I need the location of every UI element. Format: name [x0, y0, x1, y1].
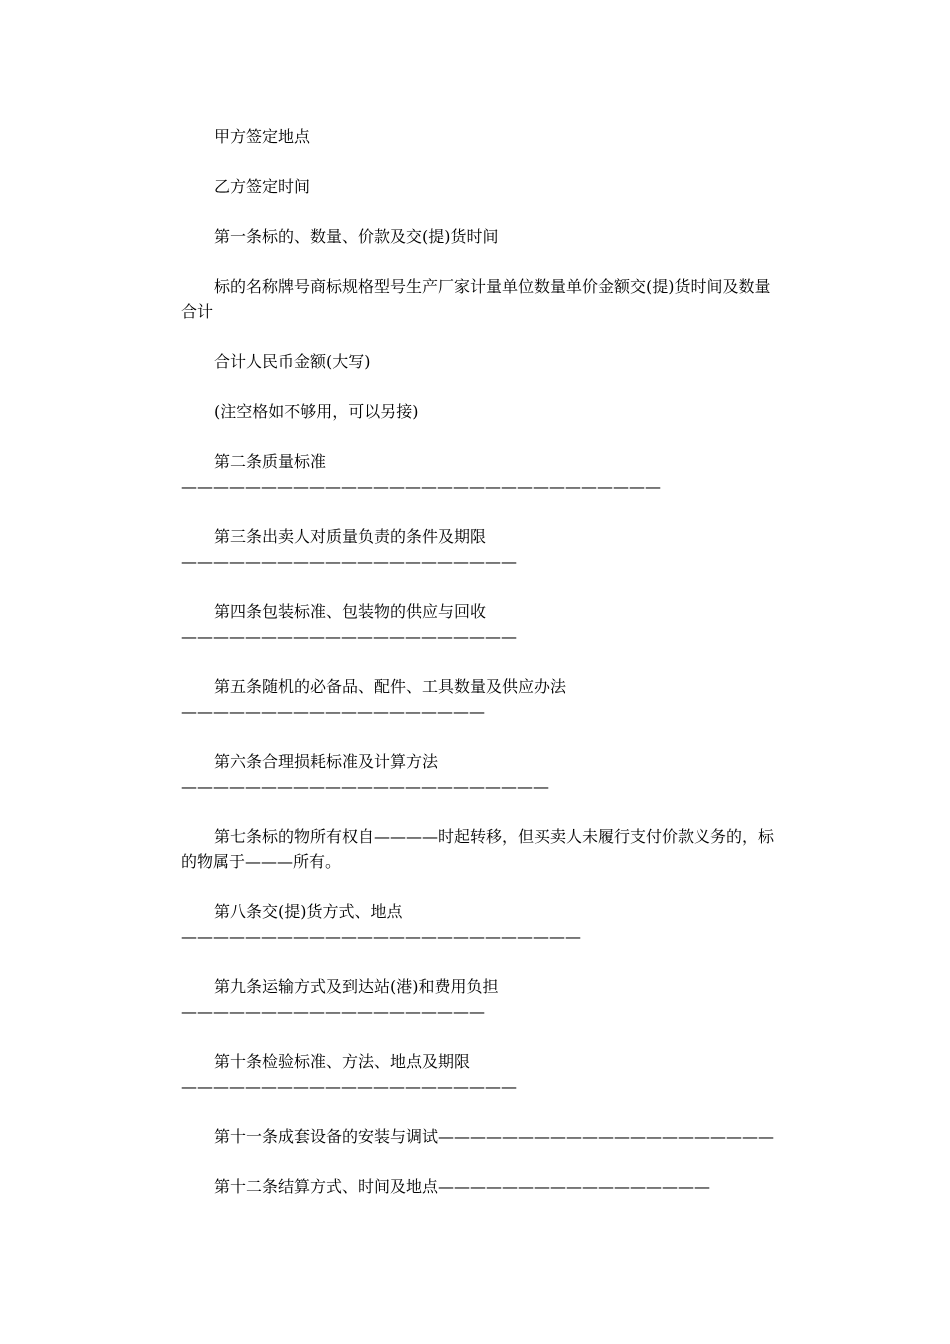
article-9: 第九条运输方式及到达站(港)和费用负担——————————————————— — [181, 977, 499, 1021]
article-5: 第五条随机的必备品、配件、工具数量及供应办法——————————————————— — [181, 677, 567, 721]
article-12: 第十二条结算方式、时间及地点————————————————— — [214, 1177, 711, 1196]
article-8: 第八条交(提)货方式、地点————————————————————————— — [181, 902, 581, 946]
article-6: 第六条合理损耗标准及计算方法——————————————————————— — [181, 752, 549, 796]
article-7: 第七条标的物所有权自————时起转移，但买卖人未履行支付价款义务的，标的物属于———所有。 — [181, 827, 775, 871]
article-2: 第二条质量标准—————————————————————————————— — [181, 452, 661, 496]
article-1-columns: 标的名称牌号商标规格型号生产厂家计量单位数量单价金额交(提)货时间及数量合计 — [181, 277, 771, 321]
document-body — [181, 124, 781, 1199]
article-10: 第十条检验标准、方法、地点及期限————————————————————— — [181, 1052, 517, 1096]
article-1-heading: 第一条标的、数量、价款及交(提)货时间 — [214, 227, 499, 246]
article-3: 第三条出卖人对质量负责的条件及期限————————————————————— — [181, 527, 517, 571]
total-amount-line: 合计人民币金额(大写) — [214, 352, 371, 371]
article-11: 第十一条成套设备的安装与调试————————————————————— — [214, 1127, 775, 1146]
party-a-signing-place: 甲方签定地点 — [214, 127, 311, 146]
party-b-signing-time: 乙方签定时间 — [214, 177, 311, 196]
note-line: (注空格如不够用，可以另接) — [214, 402, 419, 421]
article-4: 第四条包装标准、包装物的供应与回收————————————————————— — [181, 602, 517, 646]
